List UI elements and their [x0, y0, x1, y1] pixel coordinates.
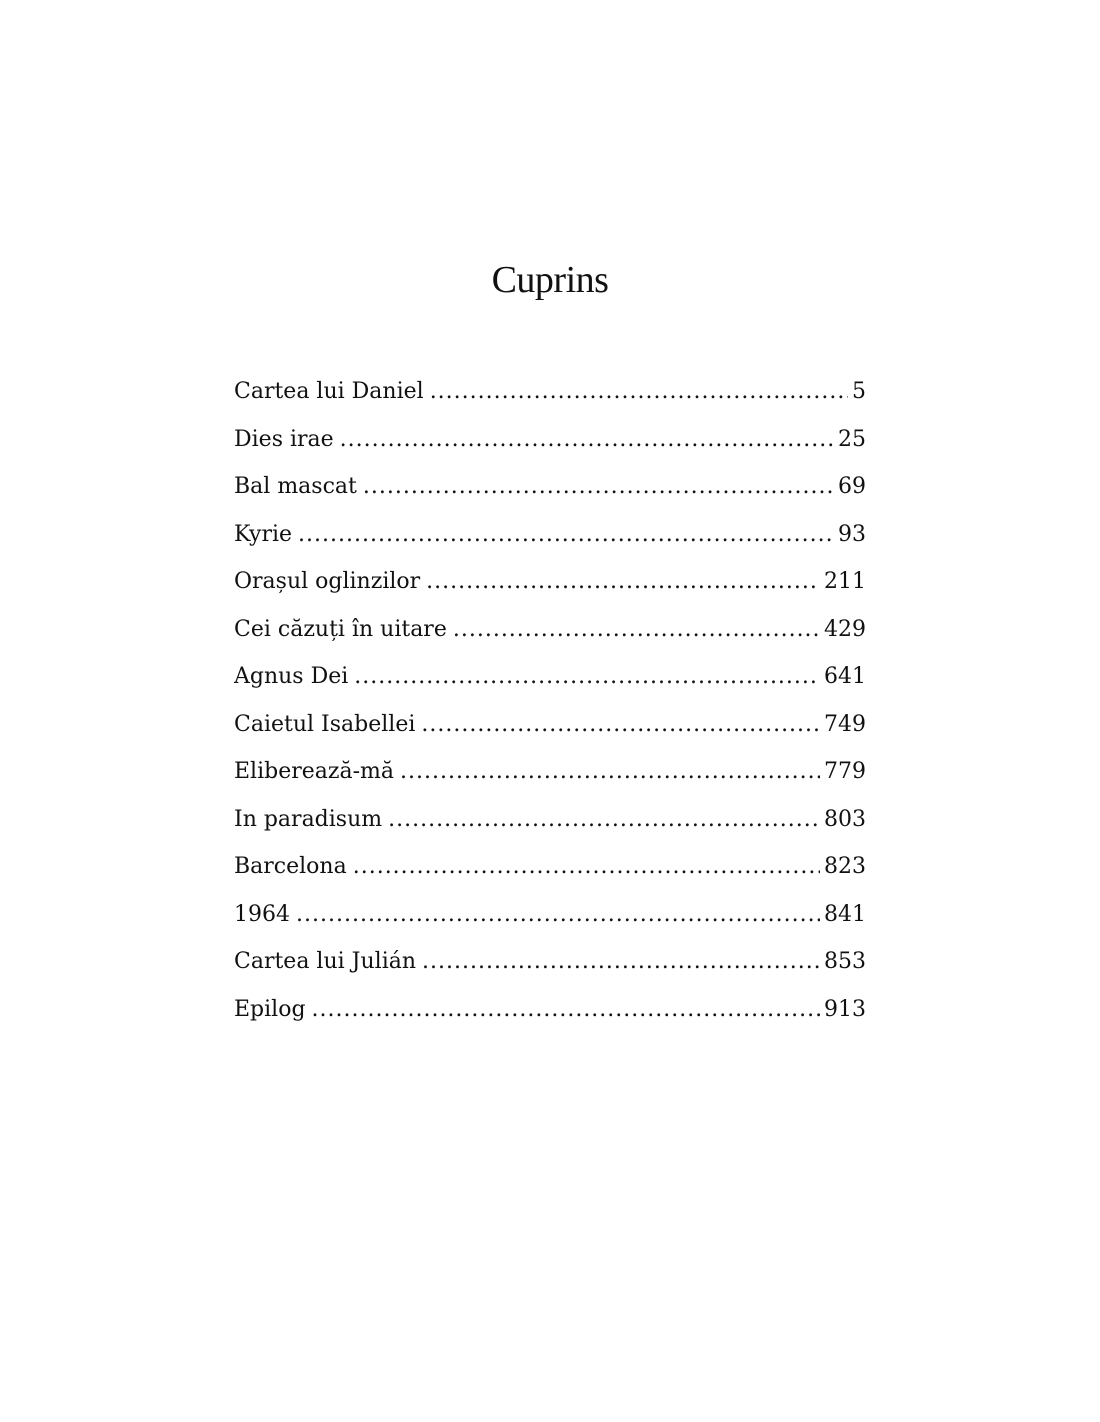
toc-entry	[234, 511, 866, 559]
toc-entry-title: Cartea lui Julián	[234, 949, 417, 974]
dot-leader	[426, 558, 820, 606]
dot-leader	[312, 986, 820, 1034]
dot-leader	[400, 748, 820, 796]
toc-entry-page-number: 913	[824, 996, 866, 1022]
toc-entry-title: Dies irae	[234, 426, 334, 452]
toc-entry	[234, 843, 866, 891]
toc-entry-page-number: 5	[852, 379, 866, 404]
toc-entry-title: Orașul oglinzilor	[234, 569, 421, 594]
toc-entry	[234, 416, 866, 464]
toc-entry-page-number: 211	[824, 569, 866, 594]
toc-entry	[234, 558, 866, 606]
dot-leader	[353, 843, 820, 891]
toc-entry-page-number: 803	[824, 806, 866, 832]
toc-entry	[234, 653, 866, 701]
toc-entry-page-number: 779	[824, 759, 866, 784]
dot-leader	[296, 891, 820, 939]
dot-leader	[421, 701, 820, 749]
toc-entry-title: Cartea lui Daniel	[234, 379, 424, 404]
toc-entry	[234, 701, 866, 749]
page-title: Cuprins	[491, 259, 609, 301]
dot-leader	[298, 511, 834, 559]
toc-entry-title: Cei căzuți în uitare	[234, 616, 447, 642]
toc-entry	[234, 938, 866, 986]
table-of-contents	[234, 368, 866, 1033]
toc-entry-title: 1964	[234, 901, 290, 927]
toc-entry-title: Agnus Dei	[234, 664, 349, 689]
dot-leader	[354, 653, 820, 701]
toc-entry-page-number: 841	[824, 901, 866, 927]
toc-entry-page-number: 823	[824, 854, 866, 879]
toc-entry-page-number: 853	[824, 949, 866, 974]
toc-entry-title: Barcelona	[234, 854, 347, 879]
toc-entry-page-number: 641	[824, 664, 866, 689]
toc-entry-page-number: 25	[838, 426, 866, 452]
toc-entry-title: Kyrie	[234, 521, 293, 547]
toc-entry-title: In paradisum	[234, 806, 383, 832]
toc-entry	[234, 891, 866, 939]
dot-leader	[453, 606, 820, 654]
toc-entry	[234, 748, 866, 796]
toc-entry-title: Epilog	[234, 996, 306, 1022]
toc-entry-page-number: 93	[838, 521, 866, 547]
dot-leader	[388, 796, 820, 844]
toc-entry-page-number: 69	[838, 474, 866, 499]
dot-leader	[340, 416, 834, 464]
toc-entry-page-number: 749	[824, 711, 866, 737]
toc-entry	[234, 463, 866, 511]
dot-leader	[363, 463, 834, 511]
toc-entry-title: Eliberează-mă	[234, 759, 395, 784]
dot-leader	[422, 938, 820, 986]
toc-entry	[234, 368, 866, 416]
dot-leader	[430, 368, 848, 416]
toc-entry-title: Bal mascat	[234, 474, 357, 499]
toc-entry	[234, 796, 866, 844]
toc-entry	[234, 986, 866, 1034]
toc-entry-page-number: 429	[824, 616, 866, 642]
toc-entry	[234, 606, 866, 654]
toc-entry-title: Caietul Isabellei	[234, 711, 416, 737]
